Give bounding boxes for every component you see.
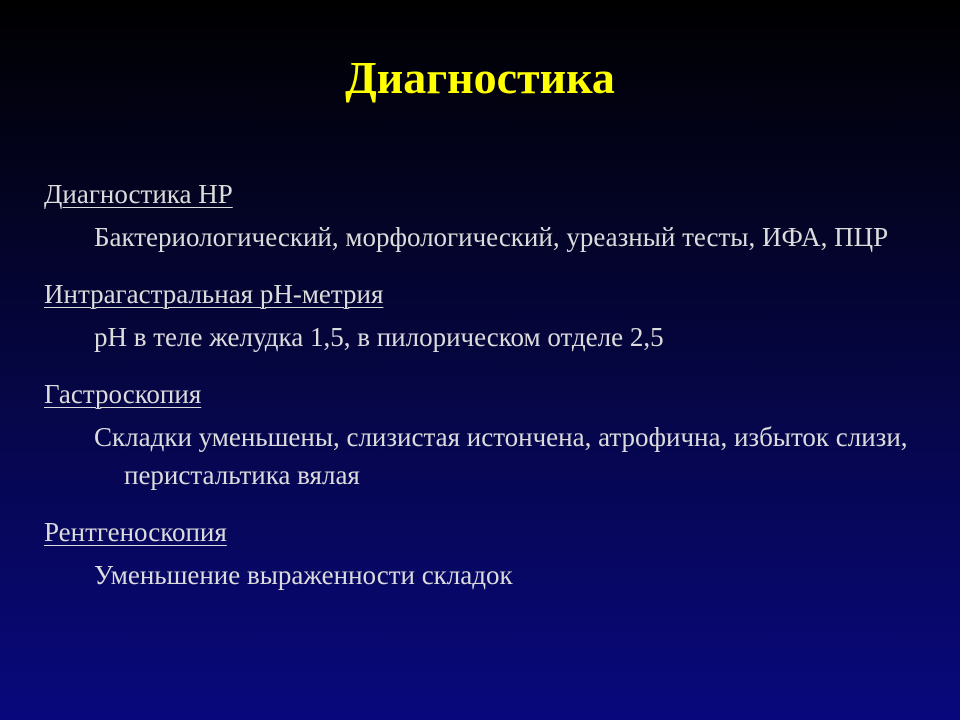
section-heading: Диагностика НР bbox=[44, 179, 233, 209]
section-ph-metry bbox=[44, 276, 924, 356]
section-hp-diagnostics bbox=[44, 176, 924, 256]
section-heading: Гастроскопия bbox=[44, 379, 202, 409]
section-radioscopy bbox=[44, 514, 924, 594]
section-detail: Уменьшение выраженности складок bbox=[94, 560, 513, 590]
section-detail: Бактериологический, морфологический, уреазный тесты, ИФА, ПЦР bbox=[94, 222, 889, 252]
section-detail: Складки уменьшены, слизистая истончена, атрофична, избыток слизи, перистальтика вялая bbox=[94, 422, 908, 490]
slide-title: Диагностика bbox=[345, 52, 615, 103]
section-heading: Интрагастральная рН-метрия bbox=[44, 279, 384, 309]
section-detail: рН в теле желудка 1,5, в пилорическом отделе 2,5 bbox=[94, 322, 664, 352]
slide-content bbox=[44, 176, 924, 594]
section-gastroscopy bbox=[44, 376, 924, 494]
section-heading: Рентгеноскопия bbox=[44, 517, 227, 547]
